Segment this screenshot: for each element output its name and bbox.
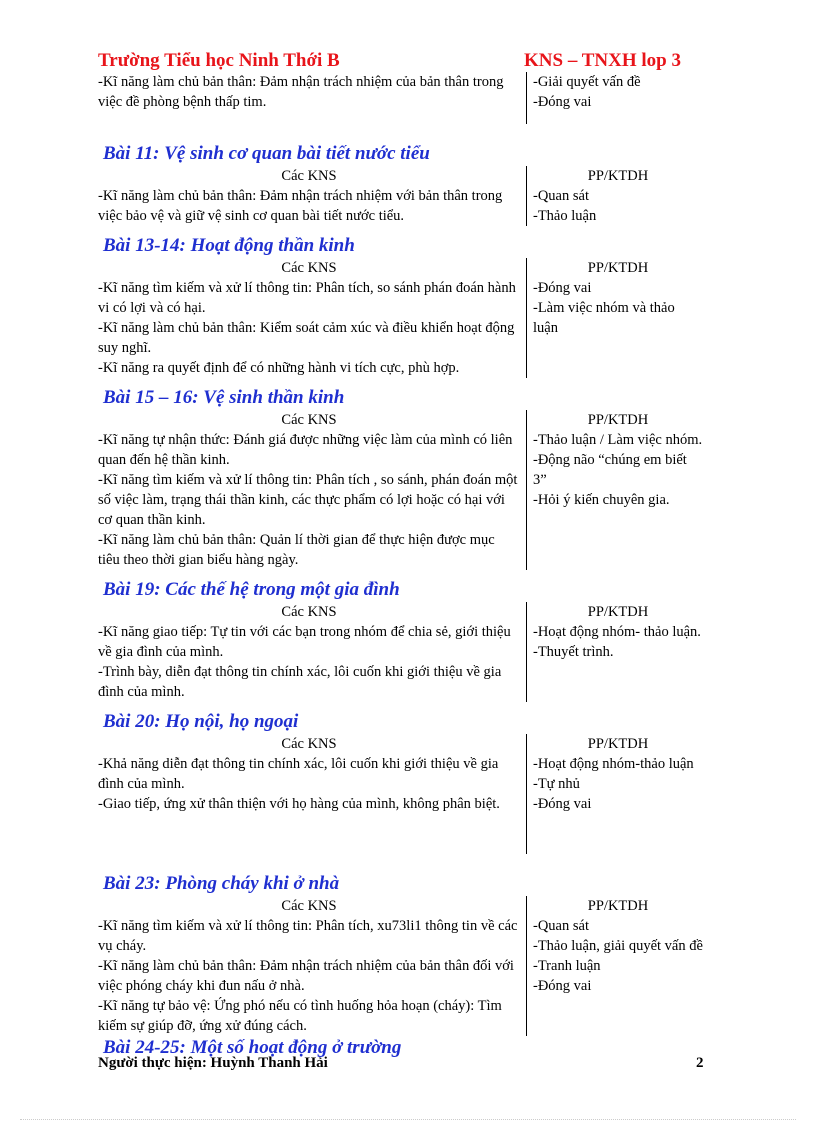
kns-column-header: Các KNS — [281, 736, 337, 752]
kns-col — [98, 410, 526, 570]
lesson-title: Bài 11: Vệ sinh cơ quan bài tiết nước tiểu — [103, 143, 430, 164]
pp-line: -Hoạt động nhóm-thảo luận — [533, 756, 694, 772]
pp-line: -Thảo luận, giải quyết vấn đề — [533, 938, 703, 954]
pp-line: -Thảo luận / Làm việc nhóm. — [533, 432, 703, 448]
footer-author: Người thực hiện: Huỳnh Thanh Hải — [98, 1055, 328, 1071]
lesson-title: Bài 19: Các thế hệ trong một gia đình — [103, 579, 400, 600]
pp-line: -Thuyết trình. — [533, 644, 614, 660]
pp-column-header: PP/KTDH — [587, 260, 649, 276]
subject-title: KNS – TNXH lop 3 — [524, 50, 681, 71]
page-number: 2 — [696, 1055, 704, 1071]
pp-col — [526, 258, 703, 378]
lesson-table — [98, 258, 710, 378]
lesson-table — [98, 166, 710, 226]
pp-line: -Quan sát — [533, 918, 589, 934]
kns-line: -Kĩ năng tự nhận thức: Đánh giá được những việc làm của mình có liên quan đến hệ thần kinh. — [98, 432, 513, 468]
school-name: Trường Tiểu học Ninh Thới B — [98, 50, 340, 71]
pp-line: -Làm việc nhóm và thảo luận — [533, 300, 675, 336]
kns-column-header: Các KNS — [281, 412, 337, 428]
kns-line: -Kĩ năng tìm kiếm và xử lí thông tin: Phân tích, xu73li1 thông tin về các vụ cháy. — [98, 918, 518, 954]
kns-column-header: Các KNS — [281, 898, 337, 914]
pp-col — [526, 896, 703, 1036]
kns-line: -Kĩ năng làm chủ bản thân: Kiểm soát cảm xúc và điều khiển hoạt động suy nghĩ. — [98, 320, 515, 356]
pp-column-header: PP/KTDH — [587, 412, 649, 428]
lesson-table — [98, 602, 710, 702]
lesson-title: Bài 24-25: Một số hoạt động ở trường — [103, 1037, 402, 1058]
pp-col — [526, 734, 703, 854]
pp-line: -Đóng vai — [533, 978, 592, 994]
kns-col — [98, 734, 526, 854]
intro-table — [98, 72, 710, 124]
intro-pp-col — [526, 72, 703, 124]
kns-line: -Kĩ năng tự bảo vệ: Ứng phó nếu có tình huống hỏa hoạn (cháy): Tìm kiếm sự giúp đỡ, ứng xử đúng cách. — [98, 998, 502, 1034]
kns-column-header: Các KNS — [281, 604, 337, 620]
pp-line: -Tự nhủ — [533, 776, 580, 792]
lesson-content — [98, 72, 710, 1060]
pp-line: -Giải quyết vấn đề — [533, 74, 641, 90]
lesson-table — [98, 896, 710, 1036]
pp-line: -Đóng vai — [533, 94, 592, 110]
pp-column-header: PP/KTDH — [587, 604, 649, 620]
lesson-title: Bài 13-14: Hoạt động thần kinh — [103, 235, 355, 256]
pp-col — [526, 602, 703, 702]
kns-line: -Kĩ năng làm chủ bản thân: Đảm nhận trách nhiệm của bản thân đối với việc phóng cháy khi đun nấu ở nhà. — [98, 958, 514, 994]
kns-line: -Kĩ năng làm chủ bản thân: Đảm nhận trách nhiệm với bản thân trong việc bảo vệ và giữ vệ sinh cơ quan bài tiết nước tiểu. — [98, 188, 503, 224]
pp-line: -Đóng vai — [533, 796, 592, 812]
pp-line: -Hoạt động nhóm- thảo luận. — [533, 624, 701, 640]
pp-column-header: PP/KTDH — [587, 898, 649, 914]
kns-column-header: Các KNS — [281, 260, 337, 276]
kns-line: -Kĩ năng tìm kiếm và xử lí thông tin: Phân tích, so sánh phán đoán hành vi có lợi và có hại. — [98, 280, 516, 316]
pp-line: -Thảo luận — [533, 208, 597, 224]
pp-line: -Tranh luận — [533, 958, 601, 974]
kns-col — [98, 602, 526, 702]
kns-line: -Kĩ năng ra quyết định để có những hành vi tích cực, phù hợp. — [98, 360, 460, 376]
lesson-table — [98, 410, 710, 570]
pp-col — [526, 410, 703, 570]
kns-col — [98, 166, 526, 226]
kns-col — [98, 258, 526, 378]
kns-line: -Trình bày, diễn đạt thông tin chính xác, lôi cuốn khi giới thiệu về gia đình của mình. — [98, 664, 502, 700]
pp-column-header: PP/KTDH — [587, 736, 649, 752]
pp-line: -Hỏi ý kiến chuyên gia. — [533, 492, 670, 508]
pp-line: -Động não “chúng em biết 3” — [533, 452, 687, 488]
kns-column-header: Các KNS — [281, 168, 337, 184]
pp-line: -Đóng vai — [533, 280, 592, 296]
pp-col — [526, 166, 703, 226]
kns-line: -Giao tiếp, ứng xử thân thiện với họ hàng của mình, không phân biệt. — [98, 796, 500, 812]
lesson-title: Bài 15 – 16: Vệ sinh thần kinh — [103, 387, 345, 408]
page-divider — [20, 1119, 796, 1120]
pp-line: -Quan sát — [533, 188, 589, 204]
pp-column-header: PP/KTDH — [587, 168, 649, 184]
kns-col — [98, 896, 526, 1036]
lesson-table — [98, 734, 710, 854]
kns-line: -Kĩ năng tìm kiếm và xử lí thông tin: Phân tích , so sánh, phán đoán một số việc làm, trạng thái thần kinh, các thực phẩm có lợi hoặc có hại với cơ quan thần kinh. — [98, 472, 518, 528]
lesson-title: Bài 20: Họ nội, họ ngoại — [103, 711, 299, 732]
kns-line: -Kĩ năng làm chủ bản thân: Quản lí thời gian để thực hiện được mục tiêu theo thời gian biểu hàng ngày. — [98, 532, 495, 568]
kns-line: -Kĩ năng giao tiếp: Tự tin với các bạn trong nhóm để chia sẻ, giới thiệu về gia đình của mình. — [98, 624, 511, 660]
intro-kns-col — [98, 72, 526, 124]
lesson-title: Bài 23: Phòng cháy khi ở nhà — [103, 873, 340, 894]
kns-line: -Kĩ năng làm chủ bản thân: Đảm nhận trách nhiệm của bản thân trong việc đề phòng bệnh thấp tim. — [98, 74, 504, 110]
kns-line: -Khả năng diễn đạt thông tin chính xác, lôi cuốn khi giới thiệu về gia đình của mình. — [98, 756, 499, 792]
